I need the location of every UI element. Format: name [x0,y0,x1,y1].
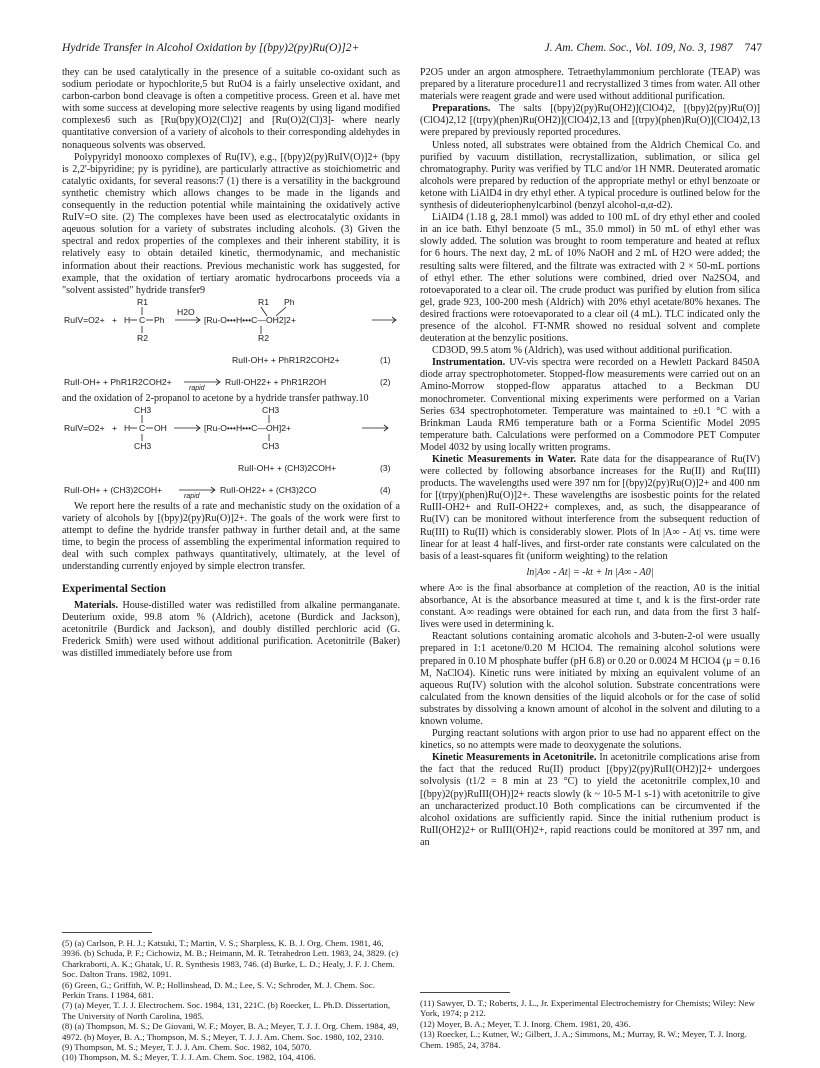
carbon-atom: C [139,314,146,325]
paragraph: Polypyridyl monooxo complexes of Ru(IV), e.g., [(bpy)2(py)RuIV(O)]2+ (bpy is 2,2'-bipyridine; py is pyridine), are particularly attractive as stoichiometric and catalytic oxidants, for several reasons:7 (1) there is a versatility in the background synthetic chemistry which allows changes to be made in the ligands and consequently in the reduction potential while maintaining the oxidatively active RuIV=O site. (2) The complexes have been used as electrocatalytic oxidants in aqeuous solution for a variety of substrates including alcohols. (3) Given the spectral and redox properties of the complexes and their inherent stability, it is relatively easy to obtain detailed kinetic, thermodynamic, and mechanistic information about their reactions. Previous mechanistic work has suggested, for example, that the oxidation of tertiary aromatic hydrocarbons proceeds via a "solvent assisted" hydride transfer9 [62,151,400,296]
page-number: 747 [744,41,762,54]
left-column [62,67,400,660]
ru-oxo-reactant: RuIV=O2+ [64,314,105,325]
reference: (8) (a) Thompson, M. S.; De Giovani, W. F.; Moyer, B. A.; Meyer, T. J. J. Org. Chem. 1984, 49, 4972. (b) Moyer, B. A.; Thompson, M. S.; Meyer, T. J. J. Am. Chem. Soc. 1980, 102, 2310. [62,1021,399,1042]
run-in-heading: Kinetic Measurements in Water. [432,454,577,465]
methyl-top-ts: CH3 [262,404,280,415]
ru-oxo-reactant: RuIV=O2+ [64,422,105,433]
section-heading: Experimental Section [62,583,166,596]
reference: (5) (a) Carlson, P. H. J.; Katsuki, T.; Martin, V. S.; Sharpless, K. B. J. Org. Chem. 1981, 46, 3936. (b) Schuda, P. F.; Cichowiz, M. B.; Heimann, M. R. Tetrahedron Lett. 1983, 24, 3829. (c) Charkraborti, A. K.; Ghatak, U. R. Synthesis 1983, 746. (d) Burke, L. D.; Healy, J. F. J. Chem. Soc. Dalton Trans. 1982, 1091. [62,938,399,980]
hydrogen-atom: H [124,422,131,433]
products-eq-1: RuII-OH+ + PhR1R2COH2+ [232,354,340,365]
products-eq-3: RuII-OH+ + (CH3)2COH+ [238,462,337,473]
paragraph: and the oxidation of 2-propanol to acetone by a hydride transfer pathway.10 [62,392,369,404]
plus-sign: + [112,422,118,433]
scheme-2-drawing [62,405,400,501]
paragraph: Unless noted, all substrates were obtained from the Aldrich Chemical Co. and purified by vacuum distillation, recrystallization, sublimation, or silica gel chromatography. Purity was verified by TLC and/or 1H NMR. Deuterated aromatic alcohols were prepared by reduction of the appropriate methyl or ethyl benzoate or ketone with LiAlD4 in dry ethyl ether. A typical procedure is outlined below for the synthesis of dideuteriophenylcarbinol (benzyl alcohol-α,α-d2). [420,139,760,212]
reference: (10) Thompson, M. S.; Meyer, T. J. J. Am. Chem. Soc. 1982, 104, 4106. [62,1052,316,1063]
paragraph: Purging reactant solutions with argon prior to use had no apparent effect on the kinetics, so no attempts were made to deoxygenate the solutions. [420,728,760,752]
paragraph: CD3OD, 99.5 atom % (Aldrich), was used without additional purification. [432,345,733,357]
transition-state: [Ru-O•••H•••C—OH2]2+ [204,314,296,325]
right-column [420,67,760,849]
paragraph: We report here the results of a rate and mechanistic study on the oxidation of a variety of alcohols by [(bpy)2(py)Ru(O)]2+. The goals of the work were first to attempt to define the hydride transfer pathway in further detail and, at the same time, to begin the process of assembling the experimental information required to deal with such complex pathways quantitatively, ultimately, at the level of understanding currently enjoyed by simple electron transfer. [62,500,400,573]
reference: (13) Roecker, L.; Kutner, W.; Gilbert, J. A.; Simmons, M.; Murray, R. W.; Meyer, T. J. Inorg. Chem. 1985, 24, 3784. [420,1029,747,1050]
r1-substituent: R1 [137,296,148,307]
paragraph: where A∞ is the final absorbance at completion of the reaction, A0 is the initial absorbance, At is the absorbance measured at time t, and k is the first-order rate constant. A∞ readings were obtained for each run, and data from the first 3 half-lives were used in determining k. [420,582,760,631]
reactants-eq-4: RuII-OH+ + (CH3)2COH+ [64,484,163,495]
transition-state: [Ru-O•••H•••C—OH]2+ [204,422,292,433]
r2-substituent: R2 [137,332,148,343]
phenyl-group: Ph [154,314,165,325]
methyl-bottom-ts: CH3 [262,440,280,451]
reaction-scheme-2 [62,405,400,501]
r1-substituent-ts: R1 [258,296,269,307]
journal-citation [544,41,762,54]
paragraph-text: The salts [(bpy)2(py)Ru(OH2)](ClO4)2, [(bpy)2(py)Ru(O)](ClO4)2,12 [(trpy)(phen)Ru(OH2)](ClO4)2,13 and [(trpy)(phen)Ru(O)](ClO4)2,13 were prepared by previously reported procedures. [420,103,760,139]
methyl-top: CH3 [134,404,152,415]
paragraph-text: UV-vis spectra were recorded on a Hewlett Packard 8450A diode array spectrophotometer. Stopped-flow measurements were carried out on an Amino-Morrow stopped-flow apparatus attached to a Beckman DU monochrometer. Conventional mixing experiments were performed on a Varian Series 634 spectrophotometer. Temperature was maintained to ±0.1 °C with a Brinkman Lauda RM6 temperature bath or a Forma Scientific Model 2095 temperature bath. Calculations were performed on a Commodore PET Computer Model 4032 by using locally written programs. [420,357,760,453]
references-right [420,982,760,1050]
products-eq-4: RuII-OH22+ + (CH3)2CO [220,484,317,495]
run-in-heading: Kinetic Measurements in Acetonitrile. [432,752,597,764]
paragraph-text: Rate data for the disappearance of Ru(IV) were collected by following absorbance increases for the Ru(II) and Ru(III) products. The wavelengths used were 397 nm for [(bpy)2(py)Ru(O)]2+ and 400 nm for [(trpy)(phen)Ru(O)]2+. These wavelengths are isosbestic points for the related RuIII-OH2+ and RuII-OH22+ complexes, and, as such, the disappearance of Ru(IV) can be monitored without interference from the subsequent reduction of Ru(III) to Ru(II) which is considerably slower. Plots of ln |A∞ - At| vs. time were linear for at least 4 half-lives, and first-order rate constants were calculated on the basis of a least-squares fit (uniform weighting) to the relation [420,454,760,562]
running-title: Hydride Transfer in Alcohol Oxidation by [(bpy)2(py)Ru(O)]2+ [62,41,360,54]
paragraph: Reactant solutions containing aromatic alcohols and 3-buten-2-ol were usually prepared in 1:1 acetone/0.20 M HClO4. The remaining alcohol solutions were prepared in 0.10 M phosphate buffer (pH 6.8) or 0.20 or 0.0024 M HClO4 (μ = 0.16 M, NaClO4). Kinetic runs were initiated by mixing an equivalent volume of an aqueous Ru(IV) solution with the alcohol solution. Substrate concentrations were calculated from the known densities of the liquid alcohols or for the case of solid substrates by dissolving a known amount of alcohol in the solvent and diluting to a known volume. [420,631,760,727]
reactants-eq-2: RuII-OH+ + PhR1R2COH2+ [64,376,172,387]
paragraph-text: In acetonitrile complications arise from the fact that the reduced Ru(II) product [(bpy)2(py)RuII(OH2)]2+ undergoes solvolysis (t1/2 = 8 min at 23 °C) to yield the acetonitrile complex,10 and [(bpy)2(py)RuIII(OH)]2+ reacts slowly (k ~ 10-5 M-1 s-1) with acetonitrile to give an uncharacterized product.10 Both complications can be circumvented if the alcohol oxidations are sufficiently rapid. Since the initial ruthenium product is RuII(OH2)2+ or RuIII(OH)2+, rapid reactions could be monitored at 397 nm, and an [420,752,760,848]
reference: (11) Sawyer, D. T.; Roberts, J. L., Jr. Experimental Electrochemistry for Chemists; Wiley: New York, 1974; p 212. [420,998,755,1019]
phenyl-group-ts: Ph [284,296,295,307]
run-in-heading: Instrumentation. [432,357,506,369]
references-left [62,922,400,1063]
reference: (12) Moyer, B. A.; Meyer, T. J. Inorg. Chem. 1981, 20, 436. [420,1018,631,1029]
water-label: H2O [177,306,195,317]
hydrogen-atom: H [124,314,131,325]
rapid-label: rapid [184,492,200,500]
equation-number-2: (2) [380,376,391,387]
footnote-rule [420,992,510,993]
equation-number-3: (3) [380,462,391,473]
carbon-atom: C [139,422,146,433]
scheme-1-drawing [62,297,400,393]
reference: (7) (a) Meyer, T. J. J. Electrochem. Soc. 1984, 131, 221C. (b) Roecker, L. Ph.D. Dissertation, The University of North Carolina, 1985. [62,1000,391,1021]
products-eq-2: RuII-OH22+ + PhR1R2OH [225,376,327,387]
rate-equation: ln|A∞ - At| = -kt + ln |A∞ - A0| [526,566,654,578]
hydroxyl-group: OH [154,422,167,433]
footnote-rule [62,932,152,933]
plus-sign: + [112,314,118,325]
rapid-label: rapid [189,384,205,392]
paragraph-text: House-distilled water was redistilled from alkaline permanganate. Deuterium oxide, 99.8 atom % (Aldrich), acetone (Burdick and Jackson), acetonitrile (Burdick and Jackson), and doubly distilled perchloric acid (G. Frederick Smith) were used without additional purification. Acetonitrile (Baker) was distilled immediately before use from [62,599,400,659]
methyl-bottom: CH3 [134,440,152,451]
paragraph: they can be used catalytically in the presence of a suitable co-oxidant such as sodium periodate or hypochlorite,5 but RuO4 is a fairly unselective oxidant, and carbon-carbon bond cleavage is often a competitive process. Green et al. have met with some success at developing more selective reagents by using ligand modified complexes6 such as [Ru(bpy)(O)2(Cl)2] and [Ru(O)2(Cl)3]- where nearly quantitative conversion of a variety of alcohols to their corresponding aldehydes in nonaqueous solvents was observed. [62,67,400,151]
reference: (6) Green, G.; Griffith, W. P.; Hollinshead, D. M.; Lee, S. V.; Schroder, M. J. Chem. Soc. Perkin Trans. I 1984, 681. [62,979,375,1001]
reaction-scheme-1 [62,297,400,393]
running-header [62,41,762,57]
paragraph: LiAlD4 (1.18 g, 28.1 mmol) was added to 100 mL of dry ethyl ether and cooled in an ice bath. Ethyl benzoate (5 mL, 35.0 mmol) in 50 mL of ethyl ether was slowly added. The solution was brought to room temperature and heated at reflux for 6 hours. The next day, 2 mL of 10% NaOH and 2 mL of H2O were added; the resulting salts were filtered, and the filtrate was extracted with 2 × 50-mL portions of ethyl ether. The ether solutions were combined, dried over Na2SO4, and rotoevaporated to a clear oil. The crude product was purified by elution from silica gel, grade 923, 100-200 mesh (Aldrich) with 20% ethyl acetate/80% hexanes. The desired fractions were rotoevaporated to a clear oil (4 mL). TLC indicated only the presence of the alcohol. FT-NMR showed no residual solvent and complete deuteration at the benzylic positions. [420,212,760,345]
paragraph: P2O5 under an argon atmosphere. Tetraethylammonium perchlorate (TEAP) was prepared by a literature procedure11 and recrystallized 3 times from water. All other materials were reagent grade and were used without additional purification. [420,67,760,103]
reference: (9) Thompson, M. S.; Meyer, T. J. J. Am. Chem. Soc. 1982, 104, 5070. [62,1042,312,1053]
equation-number-4: (4) [380,484,391,495]
run-in-heading: Materials. [74,599,119,611]
r2-substituent-ts: R2 [258,332,269,343]
journal-ref: J. Am. Chem. Soc., Vol. 109, No. 3, 1987 [544,41,733,54]
run-in-heading: Preparations. [432,103,491,115]
equation-number-1: (1) [380,354,391,365]
